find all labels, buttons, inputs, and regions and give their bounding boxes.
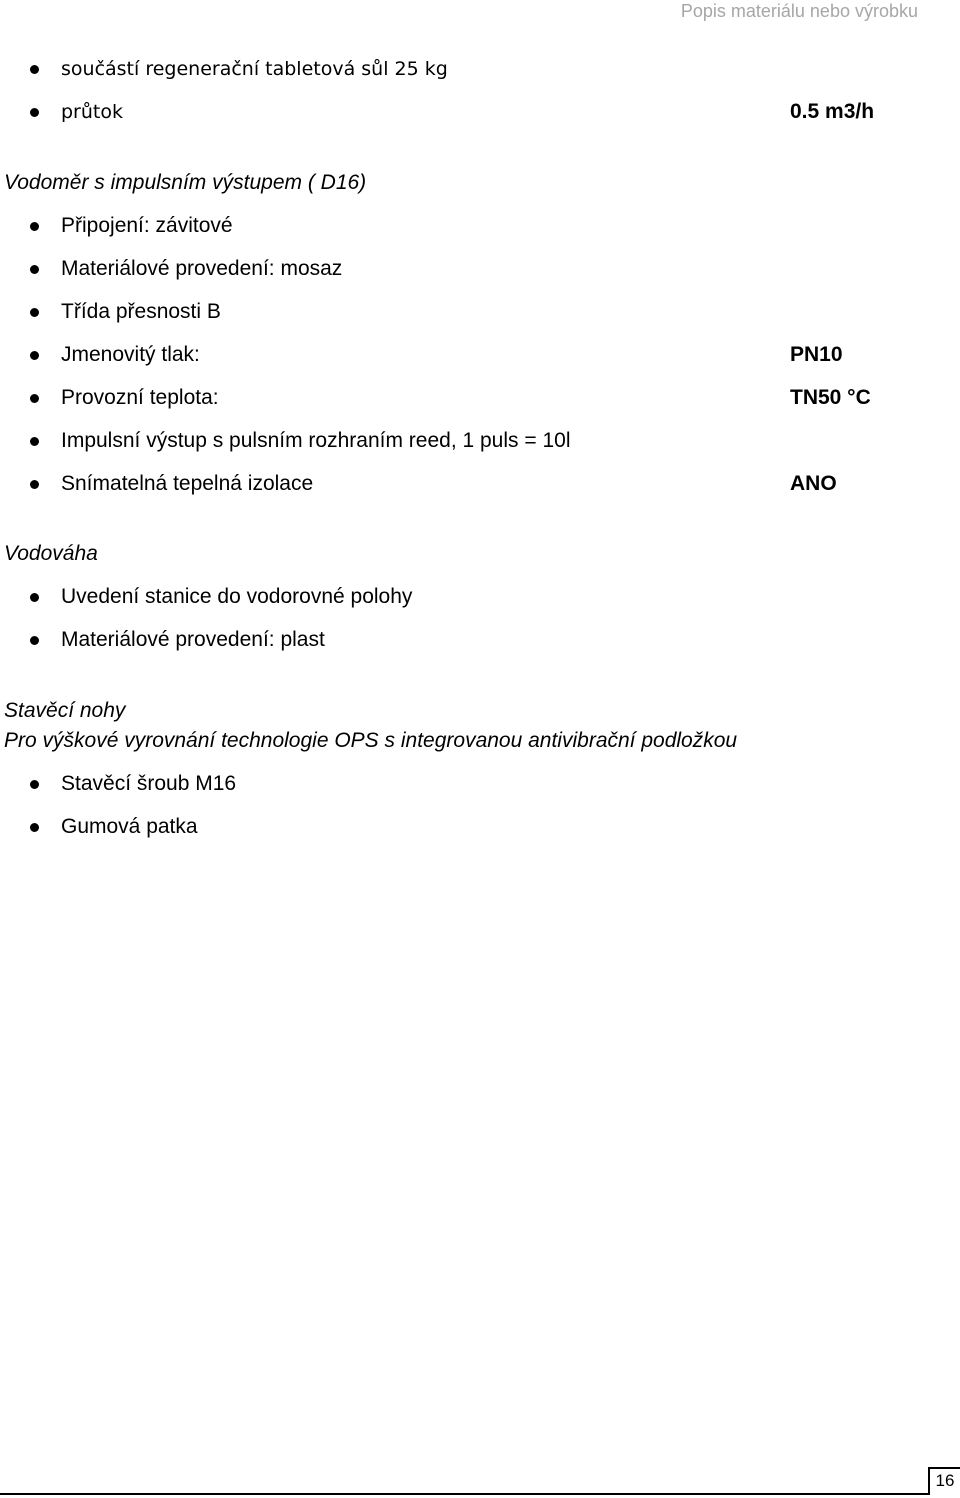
list-item-label: Provozní teplota: — [61, 386, 219, 409]
list-item-label: Třída přesnosti B — [61, 300, 221, 323]
bullet-icon — [30, 308, 39, 317]
bullet-icon — [30, 108, 39, 117]
bullet-icon — [30, 265, 39, 274]
list-item-value: 0.5 m3/h — [790, 100, 875, 123]
list-item-label: Připojení: závitové — [61, 214, 233, 237]
page-number: 16 — [928, 1467, 960, 1495]
bullet-icon — [30, 222, 39, 231]
bullet-icon — [30, 65, 39, 74]
bullet-icon — [30, 480, 39, 489]
bullet-icon — [30, 394, 39, 403]
list-item-label: Stavěcí šroub M16 — [61, 772, 237, 795]
section-heading-stavec: Stavěcí nohy — [4, 699, 126, 722]
document-header-title: Popis materiálu nebo výrobku — [680, 1, 918, 21]
list-item-label: Impulsní výstup s pulsním rozhraním reed, 1 puls = 10l — [61, 429, 571, 452]
list-item-flow — [0, 99, 960, 125]
list-item-label: součástí regenerační tabletová sůl 25 kg — [61, 58, 448, 80]
bullet-icon — [30, 593, 39, 602]
bullet-icon — [30, 823, 39, 832]
list-item — [0, 385, 960, 411]
list-item-label: Uvedení stanice do vodorovné polohy — [61, 585, 413, 608]
list-item — [0, 256, 960, 282]
list-item — [0, 771, 960, 797]
list-item — [0, 342, 960, 368]
list-item — [0, 428, 960, 454]
bullet-icon — [30, 636, 39, 645]
section-heading-vodovaha: Vodováha — [4, 542, 98, 565]
list-item-value: ANO — [790, 472, 837, 495]
section-subheading-stavec: Pro výškové vyrovnání technologie OPS s integrovanou antivibrační podložkou — [4, 729, 738, 752]
list-item-label: průtok — [61, 101, 123, 123]
list-item-label: Materiálové provedení: mosaz — [61, 257, 343, 280]
footer-rule — [0, 1493, 928, 1495]
list-item-salt — [0, 56, 960, 82]
list-item-value: TN50 °C — [790, 386, 871, 409]
list-item — [0, 627, 960, 653]
list-item — [0, 213, 960, 239]
list-item-label: Gumová patka — [61, 815, 198, 838]
bullet-icon — [30, 351, 39, 360]
list-item-label: Jmenovitý tlak: — [61, 343, 200, 366]
list-item — [0, 584, 960, 610]
list-item — [0, 471, 960, 497]
list-item — [0, 814, 960, 840]
list-item — [0, 299, 960, 325]
section-heading-vodomer: Vodoměr s impulsním výstupem ( D16) — [4, 171, 367, 194]
list-item-label: Materiálové provedení: plast — [61, 628, 325, 651]
list-item-value: PN10 — [790, 343, 843, 366]
bullet-icon — [30, 780, 39, 789]
list-item-label: Snímatelná tepelná izolace — [61, 472, 314, 495]
bullet-icon — [30, 437, 39, 446]
